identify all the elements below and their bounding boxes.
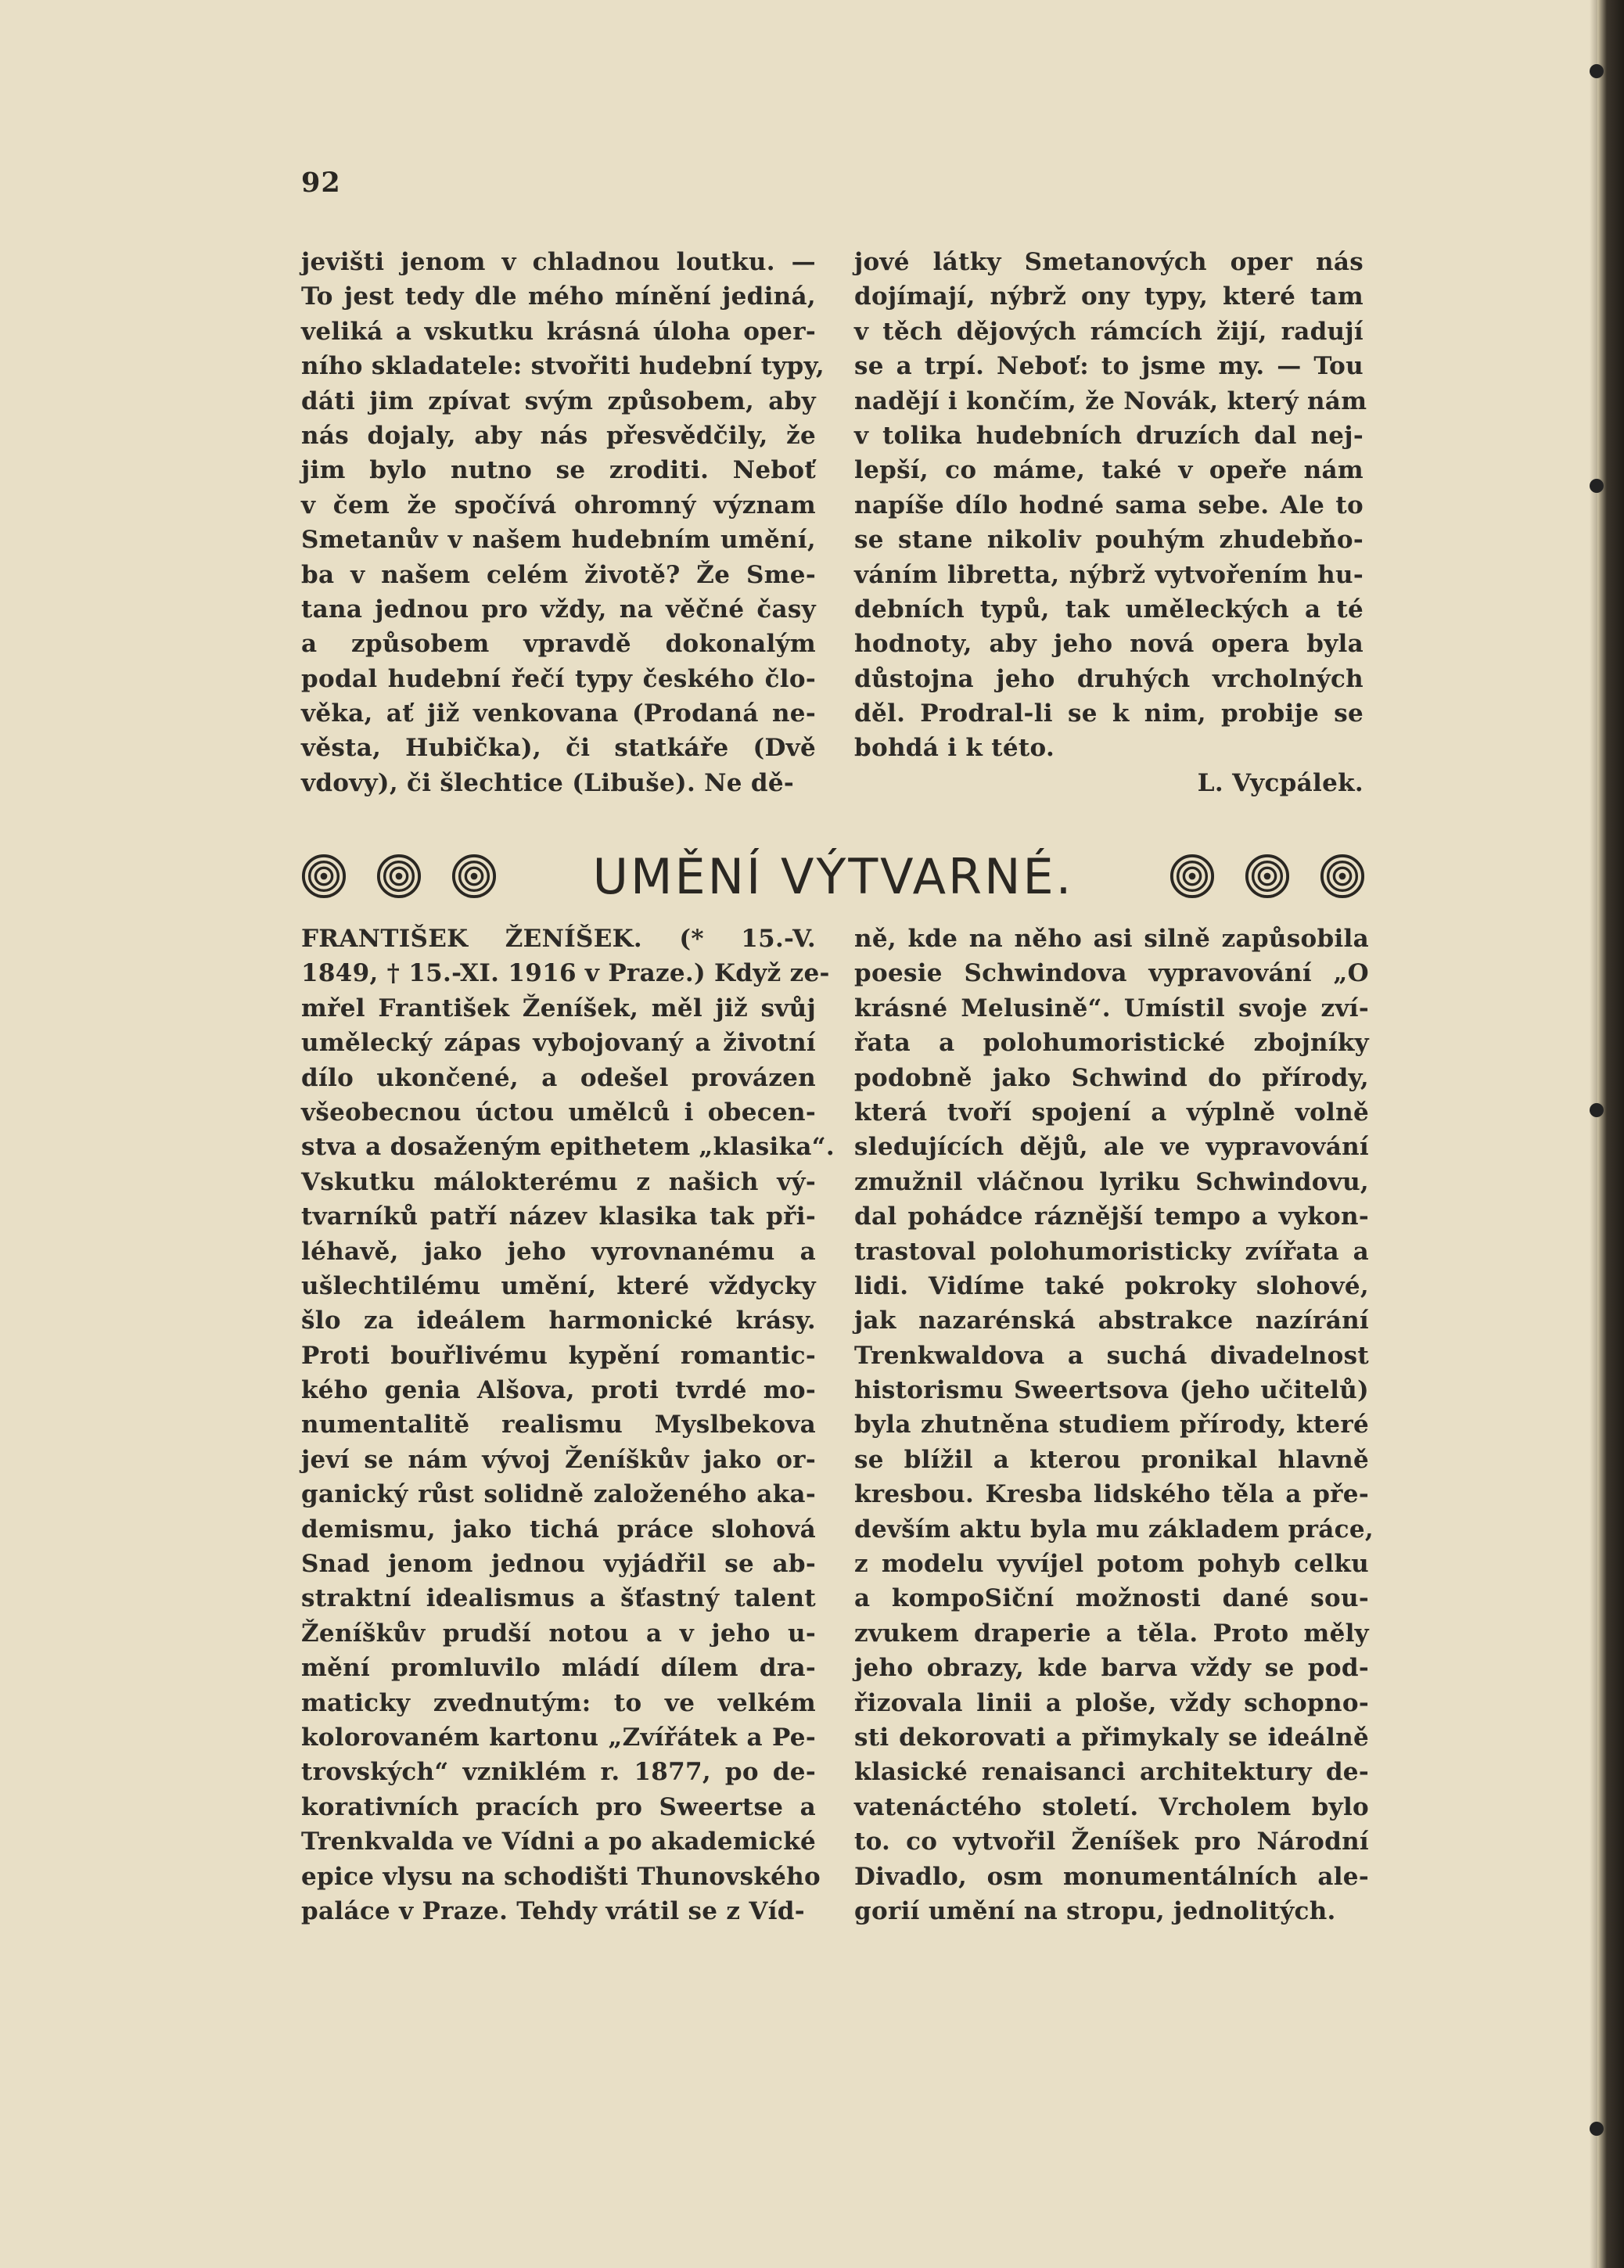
text-line: ba v našem celém životě? Že Sme-	[301, 560, 816, 589]
text-line: z modelu vyvíjel potom pohyb celku	[854, 1550, 1369, 1579]
text-line: kého genia Alšova, proti tvrdé mo-	[301, 1376, 816, 1405]
page-gutter-shadow	[1590, 0, 1597, 2268]
text-line: to. co vytvořil Ženíšek pro Národní	[854, 1828, 1369, 1856]
text-line: byla zhutněna studiem přírody, které	[854, 1411, 1369, 1440]
text-line: ganický růst solidně založeného aka-	[301, 1480, 816, 1509]
ornament-group-left	[301, 854, 497, 899]
text-line: umělecký zápas vybojovaný a životní	[301, 1029, 816, 1058]
binding-pin	[1590, 1103, 1604, 1117]
text-line: maticky zvednutým: to ve velkém	[301, 1688, 816, 1717]
text-line: sledujících dějů, ale ve vypravování	[854, 1133, 1369, 1162]
text-line: klasické renaisanci architektury de-	[854, 1758, 1369, 1787]
text-line: v těch dějových rámcích žijí, radují	[854, 317, 1364, 346]
text-line: dojímají, nýbrž ony typy, které tam	[854, 282, 1364, 311]
text-line: v tolika hudebních druzích dal nej-	[854, 421, 1364, 450]
binding-edge	[1597, 0, 1624, 2268]
text-line: Vskutku málokterému z našich vý-	[301, 1167, 816, 1196]
text-line: věka, ať již venkovana (Prodaná ne-	[301, 699, 816, 728]
text-line: sti dekorovati a přimykaly se ideálně	[854, 1723, 1369, 1752]
text-line: podal hudební řečí typy českého člo-	[301, 664, 816, 693]
text-line: zmužnil vláčnou lyriku Schwindovu,	[854, 1167, 1369, 1196]
top-left-column	[301, 245, 825, 800]
text-line: jevišti jenom v chladnou loutku. —	[301, 248, 816, 276]
text-line: FRANTIŠEK ŽENÍŠEK. (* 15.-V.	[301, 925, 816, 953]
text-line: bohdá i k této.	[854, 734, 1055, 763]
text-line: Snad jenom jednou vyjádřil se ab-	[301, 1550, 816, 1579]
rosette-icon	[1245, 854, 1290, 899]
binding-pin	[1590, 64, 1604, 78]
top-right-column	[854, 245, 1367, 800]
text-line: napíše dílo hodné sama sebe. Ale to	[854, 491, 1364, 519]
text-line: podobně jako Schwind do přírody,	[854, 1063, 1369, 1092]
rosette-icon	[1169, 854, 1215, 899]
text-line: kresbou. Kresba lidského těla a pře-	[854, 1480, 1369, 1509]
text-line: hodnoty, aby jeho nová opera byla	[854, 630, 1364, 659]
text-line: vatenáctého století. Vrcholem bylo	[854, 1792, 1369, 1821]
text-line: paláce v Praze. Tehdy vrátil se z Víd-	[301, 1896, 805, 1925]
text-line: mřel František Ženíšek, měl již svůj	[301, 994, 816, 1023]
text-line: jeho obrazy, kde barva vždy se pod-	[854, 1654, 1369, 1683]
text-line: straktní idealismus a šťastný talent	[301, 1584, 816, 1613]
text-line: trastoval polohumoristicky zvířata a	[854, 1237, 1369, 1266]
text-line: trovských“ vzniklém r. 1877, po de-	[301, 1758, 816, 1787]
text-line: řizovala linii a ploše, vždy schopno-	[854, 1688, 1369, 1717]
text-line: vdovy), či šlechtice (Libuše). Ne dě-	[301, 768, 795, 797]
rosette-icon	[376, 854, 422, 899]
text-line: všeobecnou úctou umělců i obecen-	[301, 1098, 816, 1127]
text-line: dáti jim zpívat svým způsobem, aby	[301, 386, 816, 415]
page-number: 92	[301, 167, 341, 199]
text-line: šlo za ideálem harmonické krásy.	[301, 1307, 816, 1335]
text-line: Trenkwaldova a suchá divadelnost	[854, 1341, 1369, 1370]
text-line: Smetanův v našem hudebním umění,	[301, 526, 816, 555]
text-line: krásné Melusině“. Umístil svoje zví-	[854, 994, 1369, 1023]
text-line: Divadlo, osm monumentálních ale-	[854, 1862, 1369, 1891]
text-line: a způsobem vpravdě dokonalým	[301, 630, 816, 659]
article-left-column	[301, 922, 835, 1928]
text-line: nadějí i končím, že Novák, který nám	[854, 386, 1367, 415]
text-line: lepší, co máme, také v opeře nám	[854, 456, 1364, 485]
text-line: korativních pracích pro Sweertse a	[301, 1792, 816, 1821]
rosette-icon	[451, 854, 497, 899]
text-line: dílo ukončené, a odešel provázen	[301, 1063, 816, 1092]
binding-pin	[1590, 2122, 1604, 2136]
text-line: debních typů, tak uměleckých a té	[854, 595, 1364, 624]
binding-pin	[1590, 479, 1604, 493]
text-line: gorií umění na stropu, jednolitých.	[854, 1896, 1336, 1925]
rosette-icon	[301, 854, 347, 899]
text-line: ně, kde na něho asi silně zapůsobila	[854, 925, 1369, 953]
text-line: jové látky Smetanových oper nás	[854, 248, 1364, 276]
text-line: se a trpí. Neboť: to jsme my. — Tou	[854, 352, 1364, 381]
text-line: kolorovaném kartonu „Zvířátek a Pe-	[301, 1723, 816, 1752]
text-line: děl. Prodral-li se k nim, probije se	[854, 699, 1364, 728]
text-line: To jest tedy dle mého mínění jediná,	[301, 282, 816, 311]
text-line: v čem že spočívá ohromný význam	[301, 491, 816, 519]
text-line: zvukem draperie a těla. Proto měly	[854, 1619, 1369, 1648]
text-line: tvarníků patří název klasika tak při-	[301, 1202, 816, 1231]
text-line: dal pohádce ráznější tempo a vykon-	[854, 1202, 1369, 1231]
text-line: věsta, Hubička), či statkáře (Dvě	[301, 734, 816, 763]
section-title: UMĚNÍ VÝTVARNÉ.	[592, 847, 1074, 905]
text-line: devším aktu byla mu základem práce,	[854, 1515, 1374, 1544]
text-line: mění promluvilo mládí dílem dra-	[301, 1654, 816, 1683]
text-line: ního skladatele: stvořiti hudební typy,	[301, 352, 825, 381]
rosette-icon	[1320, 854, 1365, 899]
text-line: Trenkvalda ve Vídni a po akademické	[301, 1828, 816, 1856]
text-line: váním libretta, nýbrž vytvořením hu-	[854, 560, 1364, 589]
text-line: se stane nikoliv pouhým zhudebňo-	[854, 526, 1364, 555]
text-line: která tvoří spojení a výplně volně	[854, 1098, 1369, 1127]
text-line: řata a polohumoristické zbojníky	[854, 1029, 1369, 1058]
text-line: numentalitě realismu Myslbekova	[301, 1411, 816, 1440]
author-signature: L. Vycpálek.	[1197, 768, 1364, 797]
text-line: nás dojaly, aby nás přesvědčily, že	[301, 421, 816, 450]
text-line: se blížil a kterou pronikal hlavně	[854, 1445, 1369, 1474]
text-line: tana jednou pro vždy, na věčné časy	[301, 595, 816, 624]
text-line: ušlechtilému umění, které vždycky	[301, 1271, 816, 1300]
article-right-column	[854, 922, 1374, 1928]
text-line: stva a dosaženým epithetem „klasika“.	[301, 1133, 835, 1162]
text-line: demismu, jako tichá práce slohová	[301, 1515, 816, 1544]
text-line: důstojna jeho druhých vrcholných	[854, 664, 1364, 693]
text-line: historismu Sweertsova (jeho učitelů)	[854, 1376, 1369, 1405]
text-line: Proti bouřlivému kypění romantic-	[301, 1341, 816, 1370]
section-heading	[301, 845, 1365, 908]
text-line: epice vlysu na schodišti Thunovského	[301, 1862, 821, 1891]
text-line: jak nazarénská abstrakce nazírání	[854, 1307, 1369, 1335]
text-line: veliká a vskutku krásná úloha oper-	[301, 317, 816, 346]
ornament-group-right	[1169, 854, 1365, 899]
text-line: poesie Schwindova vypravování „O	[854, 959, 1369, 988]
text-line: Ženíškův prudší notou a v jeho u-	[301, 1619, 816, 1648]
text-line: a kompoSiční možnosti dané sou-	[854, 1584, 1369, 1613]
text-line: jim bylo nutno se zroditi. Neboť	[301, 456, 816, 485]
text-line: lidi. Vidíme také pokroky slohové,	[854, 1271, 1369, 1300]
text-line: 1849, † 15.-XI. 1916 v Praze.) Když ze-	[301, 959, 830, 988]
text-line: léhavě, jako jeho vyrovnanému a	[301, 1237, 816, 1266]
text-line: jeví se nám vývoj Ženíškův jako or-	[301, 1445, 816, 1474]
